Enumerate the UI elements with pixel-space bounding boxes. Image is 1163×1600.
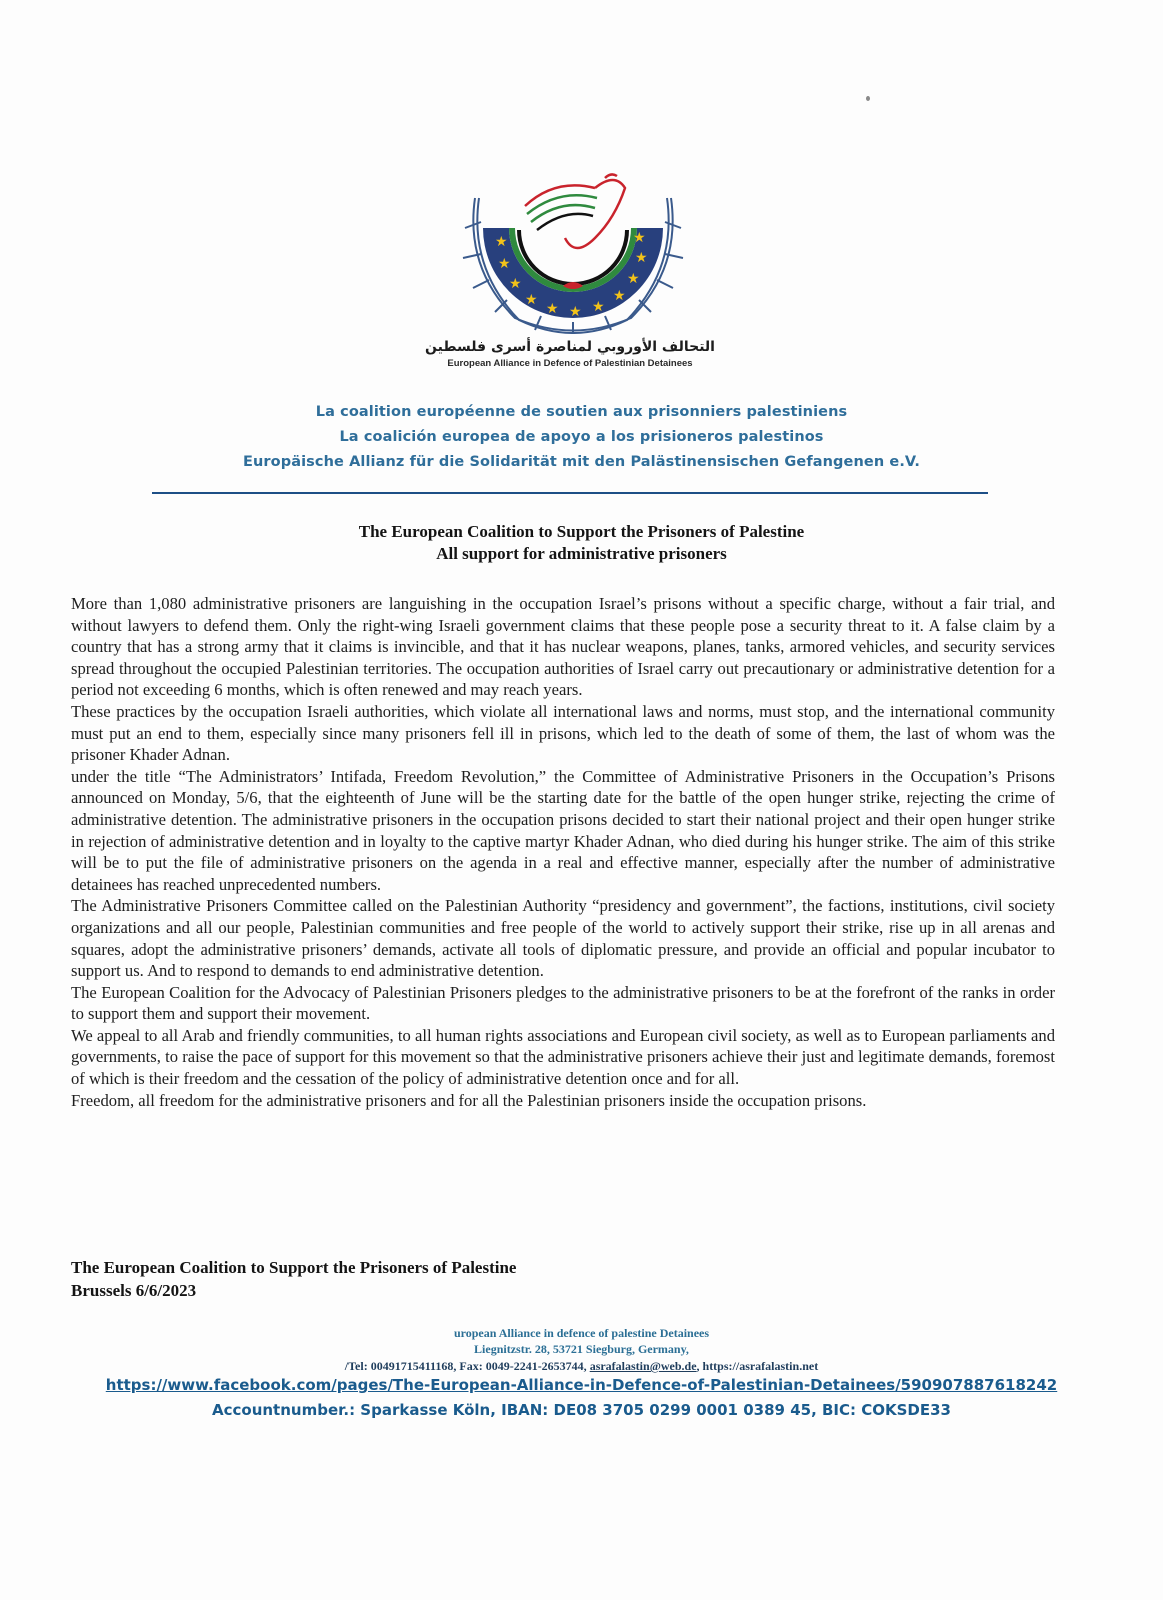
- footer-bank-account: Accountnumber.: Sparkasse Köln, IBAN: DE08 3705 0299 0001 0389 45, BIC: COKSDE33: [212, 1401, 951, 1419]
- star-icon: ★: [633, 231, 646, 246]
- tagline-spanish: La coalición europea de apoyo a los prisioneros palestinos: [339, 429, 824, 445]
- logo-english-name: European Alliance in Defence of Palestinian Detainees: [447, 358, 693, 369]
- star-icon: ★: [613, 289, 626, 304]
- body-paragraph: More than 1,080 administrative prisoners are languishing in the occupation Israel’s prisons without a specific charge, without a fair trial, and without lawyers to defend them. Only the right-wing Israeli government claims that these people pose a security threat to it. A false claim by a country that has a strong army that it claims is invincible, and that it has nuclear weapons, planes, tanks, armored vehicles, and security services spread throughout the occupied Palestinian territories. The occupation authorities of Israel carry out precautionary or administrative detention for a period not exceeding 6 months, which is often renewed and may reach years.: [71, 594, 1055, 700]
- star-icon: ★: [498, 257, 511, 272]
- star-icon: ★: [525, 293, 538, 308]
- body-paragraph: These practices by the occupation Israeli authorities, which violate all international laws and norms, must stop, and the international community must put an end to them, especially since many prisoners fell ill in prisons, which led to the death of some of them, the last of whom was the prisoner Khader Adnan.: [71, 701, 1055, 765]
- footer-website[interactable]: , https://asrafalastin.net: [696, 1359, 819, 1373]
- footer-address: Liegnitzstr. 28, 53721 Siegburg, Germany,: [474, 1342, 689, 1356]
- body-paragraph: Freedom, all freedom for the administrative prisoners and for all the Palestinian prisoners inside the occupation prisons.: [71, 1090, 867, 1110]
- body-paragraph: The Administrative Prisoners Committee called on the Palestinian Authority “presidency and government”, the factions, institutions, civil society organizations and all our people, Palestinian communities and free people of the world to actively support their strike, rise up in all arenas and squares, adopt the administrative prisoners’ demands, activate all tools of diplomatic pressure, and provide an official and popular incubator to support us. And to respond to demands to end administrative detention.: [71, 896, 1055, 981]
- star-icon: ★: [635, 251, 648, 266]
- document-subtitle: All support for administrative prisoners: [436, 544, 727, 563]
- footer-contact: [0, 1359, 1163, 1374]
- document-body: [71, 593, 1055, 1111]
- star-icon: ★: [627, 272, 640, 287]
- tagline-french: La coalition européenne de soutien aux prisonniers palestiniens: [315, 404, 848, 420]
- star-icon: ★: [592, 300, 605, 315]
- dove-icon: [525, 174, 625, 248]
- star-icon: ★: [569, 305, 582, 320]
- scan-speck: [866, 96, 870, 101]
- header-divider: [152, 492, 988, 494]
- tagline-german: Europäische Allianz für die Solidarität mit den Palästinensischen Gefangenen e.V.: [242, 454, 920, 470]
- star-icon: ★: [509, 277, 522, 292]
- document-title: The European Coalition to Support the Prisoners of Palestine: [358, 522, 805, 541]
- body-paragraph: We appeal to all Arab and friendly communities, to all human rights associations and European civil society, as well as to European parliaments and governments, to raise the pace of support for this movement so that the administrative prisoners achieve their just and legitimate demands, foremost of which is their freedom and the cessation of the policy of administrative detention once and for all.: [71, 1025, 1055, 1089]
- footer-facebook-link[interactable]: https://www.facebook.com/pages/The-European-Alliance-in-Defence-of-Palestinian-Detainees/590907887618242: [105, 1376, 1058, 1394]
- body-paragraph: under the title “The Administrators’ Intifada, Freedom Revolution,” the Committee of Administrative Prisoners in the Occupation’s Prisons announced on Monday, 5/6, that the eighteenth of June will be the starting date for the battle of the open hunger strike, rejecting the crime of administrative detention. The administrative prisoners in the occupation prisons decided to start their national project and their open hunger strike in rejection of administrative detention and in loyalty to the captive martyr Khader Adnan, who died during his hunger strike. The aim of this strike will be to put the file of administrative prisoners on the agenda in a real and effective manner, especially after the number of administrative detainees has reached unprecedented numbers.: [71, 766, 1055, 894]
- signature-place-date: Brussels 6/6/2023: [71, 1281, 197, 1300]
- star-icon: ★: [495, 235, 508, 250]
- alliance-logo-icon: [455, 168, 691, 334]
- body-paragraph: The European Coalition for the Advocacy of Palestinian Prisoners pledges to the administrative prisoners to be at the forefront of the ranks in order to support them and support their movement.: [71, 982, 1055, 1024]
- logo-arabic-name: التحالف الأوروبي لمناصرة أسرى فلسطين: [425, 339, 715, 355]
- signature-organization: The European Coalition to Support the Prisoners of Palestine: [71, 1258, 517, 1277]
- footer-tel-fax: /Tel: 00491715411168, Fax: 0049-2241-2653744,: [344, 1359, 590, 1373]
- footer-org-name: uropean Alliance in defence of palestine Detainees: [453, 1326, 710, 1340]
- footer-email-link[interactable]: asrafalastin@web.de: [589, 1359, 697, 1373]
- star-icon: ★: [546, 302, 559, 317]
